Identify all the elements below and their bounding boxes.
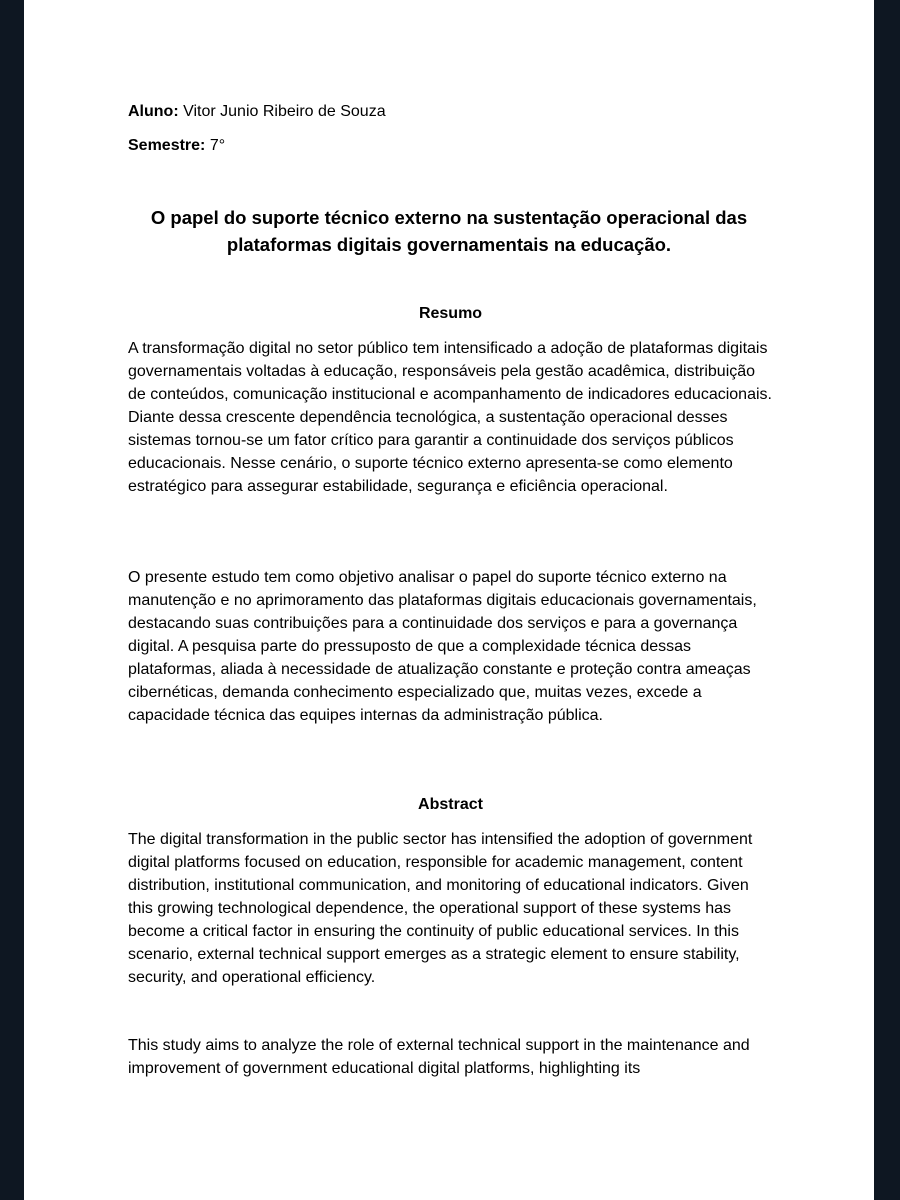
resumo-paragraph-1: A transformação digital no setor público tem intensificado a adoção de plataformas digitais governamentais voltadas à educação, responsáveis pela gestão acadêmica, distribuição de conteúdos, comunicação institucional e acompanhamento de indicadores educacionais. Diante dessa crescente dependência tecnológica, a sustentação operacional desses sistemas tornou-se um fator crítico para garantir a continuidade dos serviços públicos educacionais. Nesse cenário, o suporte técnico externo apresenta-se como elemento estratégico para assegurar estabilidade, segurança e eficiência operacional. — [128, 340, 772, 495]
semester-value: 7° — [205, 137, 226, 154]
resumo-paragraph-2: O presente estudo tem como objetivo analisar o papel do suporte técnico externo na manutenção e no aprimoramento das plataformas digitais educacionais governamentais, destacando suas contribuições para a continuidade dos serviços e para a governança digital. A pesquisa parte do pressuposto de que a complexidade técnica dessas plataformas, aliada à necessidade de atualização constante e proteção contra ameaças cibernéticas, demanda conhecimento especializado que, muitas vezes, excede a capacidade técnica das equipes internas da administração pública. — [128, 569, 757, 724]
resumo-heading: Resumo — [418, 305, 483, 322]
abstract-paragraph-2: This study aims to analyze the role of external technical support in the maintenance and improvement of government educational digital platforms, highlighting its — [128, 1037, 750, 1077]
semester-line — [128, 136, 773, 156]
abstract-heading: Abstract — [418, 796, 483, 813]
student-name-line — [128, 102, 773, 122]
student-name-label: Aluno: — [128, 103, 179, 120]
document-title: O papel do suporte técnico externo na sustentação operacional das plataformas digitais governamentais na educação. — [150, 207, 748, 255]
student-name-value: Vitor Junio Ribeiro de Souza — [178, 103, 386, 120]
document-page — [24, 0, 874, 1200]
abstract-paragraph-1: The digital transformation in the public sector has intensified the adoption of government digital platforms focused on education, responsible for academic management, content distribution, institutional communication, and monitoring of educational indicators. Given this growing technological dependence, the operational support of these systems has become a critical factor in ensuring the continuity of public educational services. In this scenario, external technical support emerges as a strategic element to ensure stability, security, and operational efficiency. — [128, 831, 753, 986]
semester-label: Semestre: — [128, 137, 206, 154]
